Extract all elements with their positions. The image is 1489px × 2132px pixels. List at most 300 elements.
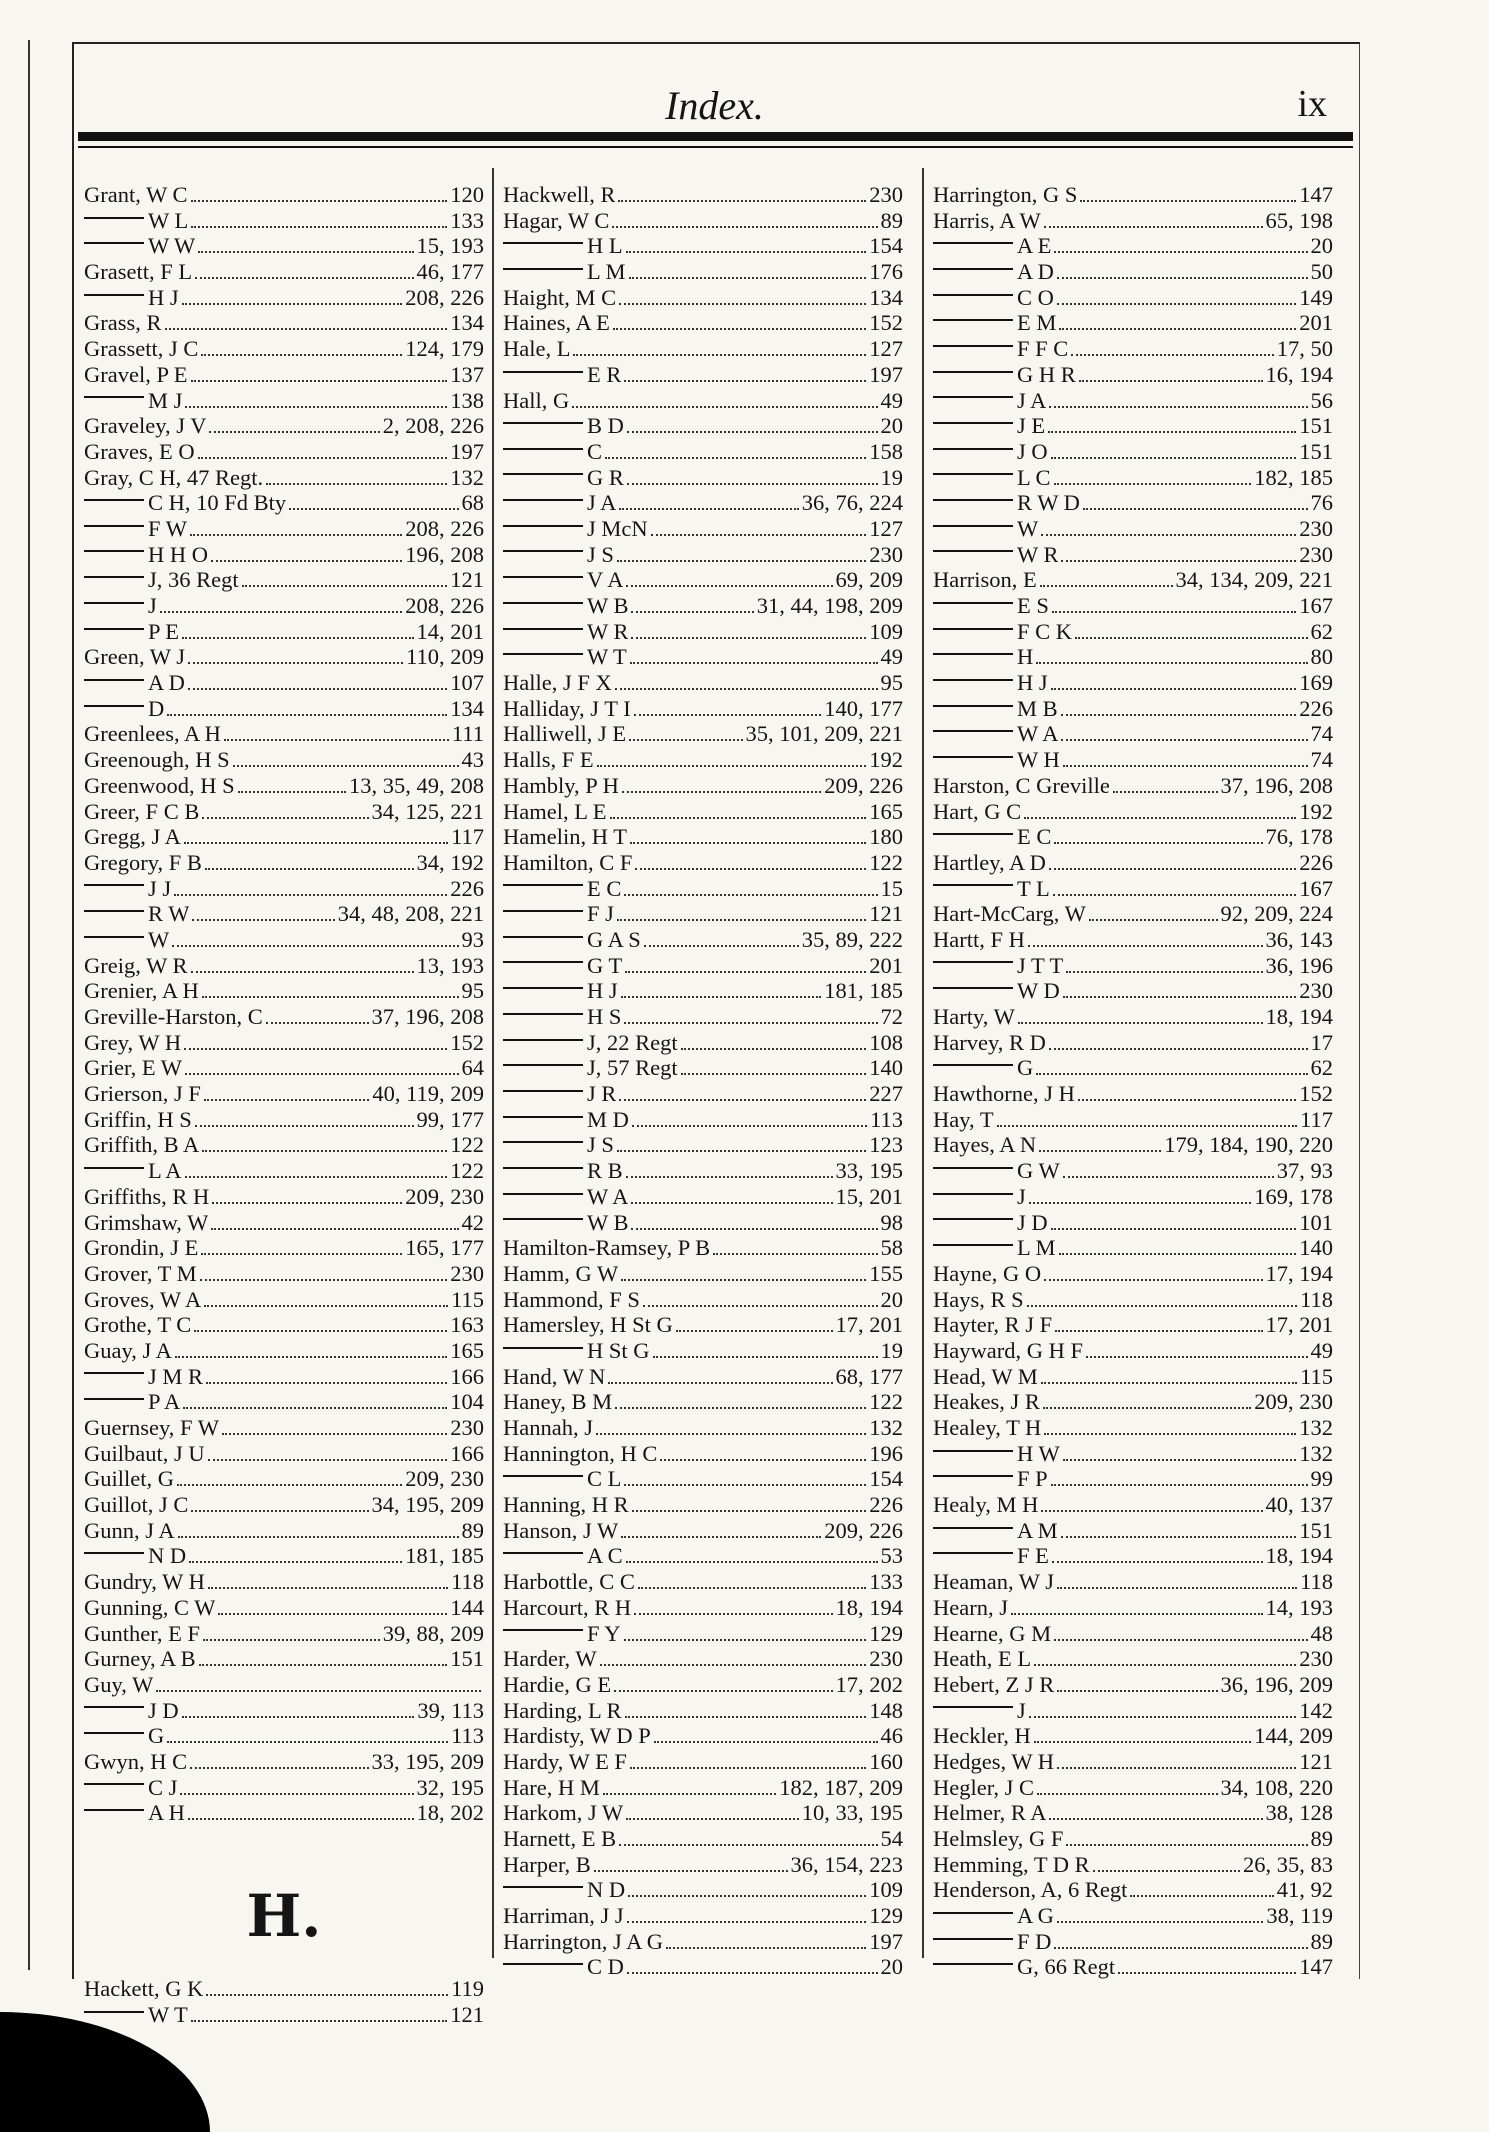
ditto-dash (503, 525, 583, 527)
entry-name-wrap (933, 721, 1058, 747)
entry-name-wrap (503, 1852, 591, 1878)
entry-pages: 108 (869, 1029, 903, 1055)
entry-name: Gravel, P E (84, 361, 188, 387)
entry-name: Gregg, J A (84, 824, 181, 850)
entry-name: Greville-Harston, C (84, 1004, 263, 1029)
leader-dots (184, 1048, 447, 1050)
header-rule-thin (78, 146, 1353, 148)
entry-pages: 134 (450, 310, 484, 336)
entry-pages: 124, 179 (405, 336, 484, 362)
entry-name: J D (1017, 1209, 1048, 1235)
entry-name-wrap (84, 1749, 187, 1775)
entry-name-wrap (84, 1775, 177, 1801)
entry-name-wrap (84, 285, 179, 311)
entry-pages: 209, 226 (824, 1517, 903, 1543)
leader-dots (191, 2020, 447, 2022)
entry-name-wrap (503, 927, 641, 953)
entry-pages: 64 (461, 1055, 484, 1081)
entry-name: W A (1017, 721, 1059, 747)
entry-pages: 74 (1310, 747, 1333, 773)
entry-name: F D (1017, 1928, 1052, 1954)
ditto-dash (933, 679, 1013, 681)
entry-pages: 134 (869, 284, 903, 310)
entry-pages: 34, 108, 220 (1220, 1774, 1333, 1800)
entry-name-wrap (84, 1698, 179, 1724)
leader-dots (266, 483, 447, 485)
leader-dots (190, 534, 402, 536)
index-entry (933, 1107, 1333, 1133)
entry-name-wrap (84, 259, 192, 285)
entry-name: R W (148, 901, 190, 927)
leader-dots (167, 714, 447, 716)
entry-name: Hardisty, W D P (503, 1723, 651, 1749)
ditto-dash (84, 602, 144, 604)
leader-dots (203, 1639, 380, 1641)
leader-dots (713, 1253, 877, 1255)
entry-name: F Y (587, 1620, 621, 1646)
leader-dots (634, 714, 822, 716)
leader-dots (600, 1664, 867, 1666)
entry-pages: 208, 226 (405, 284, 484, 310)
leader-dots (638, 1587, 866, 1589)
entry-name: Hanson, J W (503, 1517, 619, 1543)
index-entry (84, 1441, 484, 1467)
entry-name-wrap (933, 1621, 1051, 1647)
entry-name-wrap (503, 1081, 616, 1107)
binding-edge (10, 40, 30, 1970)
entry-name: A D (148, 670, 185, 696)
entry-name-wrap (84, 799, 199, 825)
leader-dots (1052, 1561, 1263, 1563)
index-entry (84, 1415, 484, 1441)
index-entry (84, 978, 484, 1004)
leader-dots (631, 611, 753, 613)
leader-dots (610, 817, 867, 819)
entry-pages: 104 (450, 1389, 484, 1415)
index-entry (503, 876, 903, 902)
leader-dots (626, 585, 832, 587)
entry-name: H St G (587, 1337, 650, 1363)
entry-name: Harris, A W (933, 207, 1041, 233)
index-entry (933, 1672, 1333, 1698)
entry-name: Hardie, G E (503, 1671, 612, 1697)
leader-dots (172, 945, 458, 947)
entry-pages: 155 (869, 1260, 903, 1286)
entry-name-wrap (933, 490, 1080, 516)
index-entry (503, 1030, 903, 1056)
entry-name: Harder, W (503, 1646, 597, 1672)
entry-name-wrap (84, 1312, 191, 1338)
entry-name: Gunning, C W (84, 1594, 216, 1620)
entry-pages: 39, 88, 209 (382, 1620, 484, 1646)
entry-name: Hannah, J (503, 1415, 593, 1440)
entry-name: Hall, G (503, 387, 570, 413)
ditto-dash (933, 550, 1013, 552)
entry-name-wrap (84, 490, 286, 516)
leader-dots (194, 1330, 447, 1332)
index-entry (933, 1543, 1333, 1569)
leader-dots (621, 996, 822, 998)
index-entry (933, 208, 1333, 234)
entry-name-wrap (933, 1466, 1048, 1492)
running-head (72, 82, 1357, 132)
entry-name: P E (148, 618, 180, 644)
entry-name-wrap (84, 593, 157, 619)
entry-name: J, 57 Regt (587, 1055, 678, 1081)
entry-name: D (148, 695, 165, 721)
ditto-dash (84, 1783, 144, 1785)
entry-pages: 115 (451, 1286, 484, 1312)
entry-name: Guy, W (84, 1671, 154, 1697)
entry-pages: 39, 113 (417, 1697, 484, 1723)
entry-name: E S (1017, 593, 1049, 618)
entry-name: J McN (587, 515, 648, 541)
leader-dots (660, 1459, 866, 1461)
index-entry (84, 413, 484, 439)
index-entry (503, 1184, 903, 1210)
index-entry (84, 439, 484, 465)
entry-pages: 19 (880, 464, 903, 490)
entry-name-wrap (503, 876, 621, 902)
entry-name-wrap (933, 1698, 1026, 1724)
index-entry (84, 619, 484, 645)
index-entry (503, 1158, 903, 1184)
ditto-dash (503, 987, 583, 989)
leader-dots (205, 868, 414, 870)
leader-dots (1079, 380, 1263, 382)
index-entry (933, 542, 1333, 568)
entry-pages: 197 (869, 361, 903, 387)
ditto-dash (503, 576, 583, 578)
entry-name: H J (587, 978, 618, 1004)
entry-name-wrap (84, 439, 195, 465)
leader-dots (676, 1330, 833, 1332)
entry-pages: 154 (869, 233, 903, 259)
entry-pages: 41, 92 (1276, 1877, 1333, 1903)
index-entry (933, 1646, 1333, 1672)
leader-dots (1011, 1613, 1263, 1615)
leader-dots (632, 1510, 867, 1512)
entry-name: Grimshaw, W (84, 1209, 209, 1235)
entry-pages: 154 (869, 1466, 903, 1492)
leader-dots (666, 1947, 866, 1949)
entry-pages: 95 (461, 978, 484, 1004)
leader-dots (1063, 765, 1308, 767)
index-entry (84, 1261, 484, 1287)
index-entry (503, 1646, 903, 1672)
entry-pages: 209, 230 (405, 1466, 484, 1492)
entry-pages: 38, 119 (1266, 1903, 1333, 1929)
entry-name-wrap (933, 1800, 1046, 1826)
leader-dots (198, 457, 448, 459)
entry-pages: 181, 185 (405, 1543, 484, 1569)
entry-pages: 13, 35, 49, 208 (349, 772, 484, 798)
entry-name: A M (1017, 1517, 1058, 1543)
entry-name-wrap (84, 182, 188, 208)
leader-dots (175, 1356, 447, 1358)
entry-pages: 37, 93 (1276, 1158, 1333, 1184)
entry-name-wrap (503, 953, 622, 979)
index-entry (84, 1235, 484, 1261)
entry-name-wrap (84, 1235, 198, 1261)
ditto-dash (84, 1398, 144, 1400)
entry-pages: 36, 76, 224 (801, 490, 903, 516)
entry-pages: 2, 208, 226 (382, 413, 484, 439)
entry-name-wrap (933, 670, 1048, 696)
entry-name: Hagar, W C (503, 207, 610, 233)
leader-dots (615, 1407, 866, 1409)
ditto-dash (933, 730, 1013, 732)
entry-pages: 230 (1299, 978, 1333, 1004)
index-entry (503, 336, 903, 362)
index-entry (503, 542, 903, 568)
index-entry (84, 1672, 484, 1698)
entry-pages: 165 (450, 1337, 484, 1363)
index-entry (84, 1492, 484, 1518)
entry-name-wrap (503, 1621, 621, 1647)
entry-pages: 132 (450, 464, 484, 490)
ditto-dash (933, 705, 1013, 707)
leader-dots (631, 1202, 832, 1204)
entry-pages: 54 (880, 1826, 903, 1851)
entry-pages: 182, 185 (1254, 464, 1333, 490)
leader-dots (1054, 1947, 1307, 1949)
entry-pages: 34, 125, 221 (371, 798, 484, 824)
entry-name-wrap (503, 1903, 624, 1929)
index-entry (503, 413, 903, 439)
entry-name: Hawthorne, J H (933, 1081, 1075, 1107)
entry-name-wrap (933, 413, 1045, 439)
entry-pages: 17, 194 (1265, 1260, 1333, 1286)
ditto-dash (84, 499, 144, 501)
entry-pages: 118 (1300, 1569, 1333, 1595)
index-entry (933, 336, 1333, 362)
ditto-dash (933, 1450, 1013, 1452)
ditto-dash (503, 961, 583, 963)
entry-pages: 15, 193 (416, 233, 484, 259)
entry-name: Gwyn, H C (84, 1748, 188, 1774)
entry-name-wrap (933, 1389, 1040, 1415)
entry-pages: 42 (461, 1209, 484, 1235)
leader-dots (653, 1356, 878, 1358)
index-entry (84, 1312, 484, 1338)
entry-name-wrap (503, 1954, 624, 1980)
index-entry (84, 1081, 484, 1107)
entry-pages: 56 (1310, 387, 1333, 413)
index-entry (933, 1903, 1333, 1929)
leader-dots (1061, 560, 1296, 562)
entry-name-wrap (933, 1081, 1075, 1107)
index-entry (933, 1338, 1333, 1364)
leader-dots (199, 1664, 448, 1666)
leader-dots (195, 277, 413, 279)
leader-dots (596, 1433, 866, 1435)
entry-name-wrap (84, 1055, 182, 1081)
ditto-dash (933, 319, 1013, 321)
ditto-dash (503, 1167, 583, 1169)
entry-pages: 48 (1310, 1620, 1333, 1646)
entry-name-wrap (933, 1441, 1060, 1467)
index-entry (933, 1261, 1333, 1287)
entry-pages: 34, 195, 209 (371, 1492, 484, 1518)
header-rule-thick (78, 132, 1353, 141)
ditto-dash (503, 473, 583, 475)
index-entry (503, 490, 903, 516)
index-entry (933, 927, 1333, 953)
entry-pages: 80 (1310, 644, 1333, 670)
entry-pages: 140 (869, 1055, 903, 1081)
entry-name-wrap (933, 696, 1058, 722)
entry-name: W T (148, 2001, 188, 2027)
entry-name-wrap (933, 1929, 1051, 1955)
entry-pages: 35, 101, 209, 221 (745, 721, 903, 747)
entry-pages: 117 (1300, 1106, 1333, 1132)
entry-pages: 31, 44, 198, 209 (756, 593, 903, 618)
ditto-dash (503, 1475, 583, 1477)
entry-name: Hamilton, C F (503, 849, 633, 875)
entry-name-wrap (84, 773, 235, 799)
entry-name: Greenough, H S (84, 747, 230, 773)
entry-pages: 209, 230 (405, 1183, 484, 1209)
leader-dots (629, 277, 867, 279)
entry-name: A C (587, 1543, 623, 1569)
entry-name-wrap (503, 1158, 623, 1184)
index-entry (933, 747, 1333, 773)
entry-name-wrap (933, 747, 1060, 773)
entry-name: W R (587, 618, 629, 644)
leader-dots (1071, 354, 1273, 356)
index-entry (933, 1877, 1333, 1903)
entry-pages: 46 (880, 1723, 903, 1749)
page-number: ix (1297, 83, 1327, 125)
entry-name-wrap (84, 978, 199, 1004)
index-entry (84, 670, 484, 696)
entry-pages: 20 (880, 413, 903, 439)
leader-dots (1051, 457, 1297, 459)
leader-dots (631, 637, 866, 639)
entry-name: F C K (1017, 618, 1073, 644)
leader-dots (182, 1716, 415, 1718)
entry-pages: 132 (1299, 1415, 1333, 1440)
leader-dots (242, 585, 448, 587)
entry-pages: 121 (450, 567, 484, 593)
leader-dots (627, 483, 878, 485)
entry-name-wrap (933, 1338, 1083, 1364)
entry-pages: 20 (880, 1286, 903, 1312)
entry-name: M B (1017, 695, 1058, 721)
entry-pages: 118 (1300, 1286, 1333, 1312)
entry-pages: 14, 201 (416, 618, 484, 644)
entry-name-wrap (503, 1800, 623, 1826)
ditto-dash (84, 679, 144, 681)
entry-pages: 192 (869, 747, 903, 773)
entry-name-wrap (503, 1543, 623, 1569)
entry-name-wrap (503, 1877, 625, 1903)
index-entry (503, 1055, 903, 1081)
entry-name-wrap (933, 773, 1110, 799)
leader-dots (997, 1125, 1297, 1127)
entry-name-wrap (84, 901, 189, 927)
entry-pages: 166 (450, 1363, 484, 1389)
ditto-dash (933, 473, 1013, 475)
entry-name: A G (1017, 1903, 1054, 1929)
index-entry (933, 465, 1333, 491)
entry-pages: 121 (450, 2001, 484, 2027)
entry-name-wrap (933, 876, 1050, 902)
index-entry (503, 721, 903, 747)
entry-pages: 109 (869, 618, 903, 644)
entry-name-wrap (503, 1749, 627, 1775)
index-entry (503, 773, 903, 799)
leader-dots (1063, 996, 1297, 998)
entry-name: E C (1017, 824, 1052, 850)
entry-pages: 147 (1299, 182, 1333, 207)
leader-dots (289, 508, 458, 510)
leader-dots (1054, 1639, 1307, 1641)
entry-pages: 15, 201 (835, 1183, 903, 1209)
entry-name: J T T (1017, 952, 1064, 978)
ditto-dash (503, 1629, 583, 1631)
entry-name: C H, 10 Fd Bty (148, 490, 287, 516)
entry-name-wrap (933, 1415, 1041, 1441)
entry-name-wrap (503, 978, 618, 1004)
entry-name: Grasett, F L (84, 259, 193, 285)
index-entry (503, 567, 903, 593)
leader-dots (191, 226, 447, 228)
index-entry (503, 1518, 903, 1544)
index-entry (503, 824, 903, 850)
leader-dots (188, 1818, 414, 1820)
leader-dots (1051, 1484, 1308, 1486)
entry-name-wrap (503, 1235, 710, 1261)
entry-name-wrap (84, 1132, 199, 1158)
entry-pages: 13, 193 (416, 952, 484, 978)
entry-name-wrap (933, 1312, 1052, 1338)
leader-dots (200, 1279, 448, 1281)
leader-dots (1043, 1407, 1251, 1409)
entry-pages: 19 (880, 1337, 903, 1363)
entry-name-wrap (933, 1235, 1056, 1261)
entry-name-wrap (503, 1132, 614, 1158)
ditto-dash (503, 499, 583, 501)
entry-name: H L (587, 233, 623, 259)
index-entry (503, 259, 903, 285)
index-entry (503, 1389, 903, 1415)
entry-name: J E (1017, 413, 1046, 439)
index-entry (933, 1132, 1333, 1158)
entry-name: L M (587, 259, 626, 285)
index-entry (84, 1800, 484, 1826)
entry-pages: 18, 194 (1265, 1543, 1333, 1569)
entry-name-wrap (503, 1389, 612, 1415)
index-entry (84, 1569, 484, 1595)
entry-name: Hay, T (933, 1106, 994, 1132)
entry-name-wrap (933, 593, 1049, 619)
ditto-dash (503, 653, 583, 655)
entry-pages: 34, 192 (416, 849, 484, 875)
leader-dots (182, 637, 413, 639)
entry-pages: 133 (450, 207, 484, 233)
entry-name-wrap (933, 362, 1076, 388)
leader-dots (1037, 1793, 1218, 1795)
ditto-dash (84, 550, 144, 552)
index-entry (933, 1569, 1333, 1595)
entry-name: E M (1017, 310, 1057, 336)
entry-name: Harkom, J W (503, 1800, 624, 1826)
entry-name-wrap (84, 1261, 197, 1287)
entry-name-wrap (84, 233, 195, 259)
leader-dots (1044, 1279, 1262, 1281)
